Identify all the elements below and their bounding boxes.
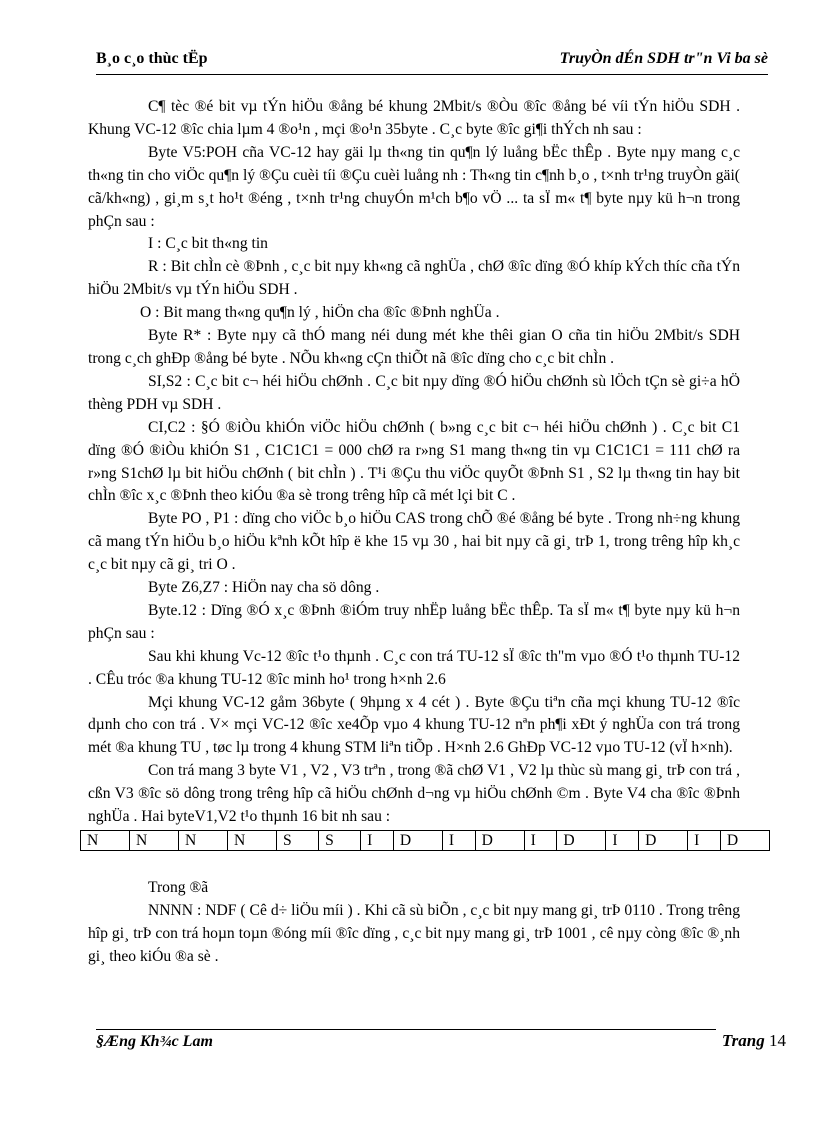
footer-author: §Æng Kh¾c Lam xyxy=(96,1033,213,1050)
pointer-bit-table xyxy=(80,830,770,851)
spacer xyxy=(88,851,740,877)
bit-cell: D xyxy=(475,831,524,851)
page-body xyxy=(88,96,740,969)
bit-cell: N xyxy=(81,831,130,851)
paragraph: NNNN : NDF ( Cê d÷ liÖu míi ) . Khi cã sù biÕn , c¸c bit nµy mang gi¸ trÞ 0110 . Trong trêng hîp gi¸ trÞ con trá hoµn toµn ®óng míi ®îc dïng , c¸c bit nµy mang gi¸ trÞ 1001 , cê nµy còng ®îc ®¸nh gi¸ theo kiÓu ®a sè . xyxy=(88,901,740,965)
paragraph: Trong ®ã xyxy=(148,879,209,896)
bit-cell: I xyxy=(688,831,721,851)
table-row xyxy=(81,831,770,851)
bit-cell: S xyxy=(277,831,319,851)
paragraph: Byte Z6,Z7 : HiÖn nay cha sö dông . xyxy=(148,579,380,597)
paragraph: O : Bit mang th«ng qu¶n lý , hiÖn cha ®îc ®Þnh nghÜa . xyxy=(140,304,500,322)
paragraph: Sau khi khung Vc-12 ®îc t¹o thµnh . C¸c con trá TU-12 sÏ ®îc th"m vµo ®Ó t¹o thµnh TU-12 . CÊu tróc ®a khung TU-12 ®îc minh ho¹ trong h×nh 2.6 xyxy=(88,647,740,688)
bit-cell: N xyxy=(179,831,228,851)
paragraph: Con trá mang 3 byte V1 , V2 , V3 trªn , trong ®ã chØ V1 , V2 lµ thùc sù mang gi¸ trÞ con trá , cßn V3 ®îc sö dông trong trêng hîp cã hiÖu chØnh d¬ng vµ hiÖu chØnh ©m . Byte V4 cha ®îc ®Þnh nghÜa . Hai byteV1,V2 t¹o thµnh 16 bit nh sau : xyxy=(88,762,740,826)
bit-cell: D xyxy=(639,831,688,851)
header-chapter-title: TruyÒn dÉn SDH tr"n Vi ba sè xyxy=(559,50,768,67)
bit-cell: I xyxy=(442,831,475,851)
bit-cell: D xyxy=(557,831,606,851)
page-number: 14 xyxy=(769,1031,786,1050)
bit-cell: S xyxy=(319,831,361,851)
paragraph: Byte PO , P1 : dïng cho viÖc b¸o hiÖu CAS trong chÕ ®é ®ång bé byte . Trong nh÷ng khung cã mang tÝn hiÖu b¸o hiÖu kªnh kÕt hîp ë khe 15 vµ 30 , hai bit nµy cã gi¸ trÞ 1, trong trêng hîp kh¸c c¸c bit nµy cã gi¸ tri O . xyxy=(88,510,740,574)
header-report-title: B¸o c¸o thùc tËp xyxy=(96,50,208,67)
footer-divider xyxy=(96,1029,716,1030)
bit-cell: N xyxy=(130,831,179,851)
paragraph: Mçi khung VC-12 gåm 36byte ( 9hµng x 4 cét ) . Byte ®Çu tiªn cña mçi khung TU-12 ®îc dµnh cho con trá . V× mçi VC-12 ®îc xe4Õp vµo 4 khung TU-12 nªn ph¶i xÐt ý nghÜa con trá trong mét ®a khung TU , tøc lµ trong 4 khung STM liªn tiÕp . H×nh 2.6 GhÐp VC-12 vµo TU-12 (vÏ h×nh). xyxy=(88,693,740,757)
bit-cell: D xyxy=(720,831,769,851)
bit-cell: I xyxy=(361,831,394,851)
paragraph: CI,C2 : §Ó ®iÒu khiÓn viÖc hiÖu chØnh ( b»ng c¸c bit c¬ héi hiÖu chØnh ) . C¸c bit C1 dïng ®Ó ®iÒu khiÓn S1 , C1C1C1 = 000 chØ ra r»ng S1 mang th«ng tin vµ C1C1C1 = 111 chØ ra r»ng S1chØ lµ bit hiÖu chØnh ( bit chÌn ) . T¹i ®Çu thu viÖc quyÕt ®Þnh S1 , S2 lµ th«ng tin hay bit chÌn ®îc x¸c ®Þnh theo kiÓu ®a sè trong trêng hîp cã mét lçi bit C . xyxy=(88,418,740,505)
paragraph: I : C¸c bit th«ng tin xyxy=(148,235,268,253)
paragraph: Byte.12 : Dïng ®Ó x¸c ®Þnh ®iÓm truy nhËp luång bËc thÊp. Ta sÏ m« t¶ byte nµy kü h¬n phÇn sau : xyxy=(88,601,740,642)
page-label: Trang xyxy=(721,1031,765,1050)
page-number-label xyxy=(722,1031,786,1051)
paragraph: R : Bit chÌn cè ®Þnh , c¸c bit nµy kh«ng cã nghÜa , chØ ®îc dïng ®Ó khíp kÝch thíc cña tÝn hiÖu 2Mbit/s vµ tÝn hiÖu SDH . xyxy=(88,258,740,299)
page-header xyxy=(96,50,768,75)
paragraph: C¶ tèc ®é bit vµ tÝn hiÖu ®ång bé khung 2Mbit/s ®Òu ®îc ®ång bé víi tÝn hiÖu SDH . Khung VC-12 ®îc chia lµm 4 ®o¹n , mçi ®o¹n 35byte . C¸c byte ®îc gi¶i thÝch nh sau : xyxy=(88,98,740,138)
bit-cell: I xyxy=(524,831,557,851)
bit-cell: I xyxy=(606,831,639,851)
bit-cell: D xyxy=(393,831,442,851)
bit-cell: N xyxy=(228,831,277,851)
paragraph: Byte V5:POH cña VC-12 hay gäi lµ th«ng tin qu¶n lý luång bËc thÊp . Byte nµy mang c¸c th«ng tin cho viÖc qu¶n lý ®Çu cuèi tíi ®Çu cuèi luång nh : Th«ng tin c¶nh b¸o , t×nh tr¹ng truyÒn gäi( cã/kh«ng) , gi¸m s¸t ho¹t ®éng , t×nh tr¹ng chuyÓn m¹ch b¶o vÖ ... ta sÏ m« t¶ byte nµy kü h¬n trong phÇn sau : xyxy=(88,143,740,230)
paragraph: SI,S2 : C¸c bit c¬ héi hiÖu chØnh . C¸c bit nµy dïng ®Ó hiÖu chØnh sù lÖch tÇn sè gi÷a hÖ thèng PDH vµ SDH . xyxy=(88,372,740,413)
paragraph: Byte R* : Byte nµy cã thÓ mang néi dung mét khe thêi gian O cña tin hiÖu 2Mbit/s SDH trong c¸ch ghÐp ®ång bé byte . NÕu kh«ng cÇn thiÕt nã ®îc dïng cho c¸c bit chÌn . xyxy=(88,327,740,367)
